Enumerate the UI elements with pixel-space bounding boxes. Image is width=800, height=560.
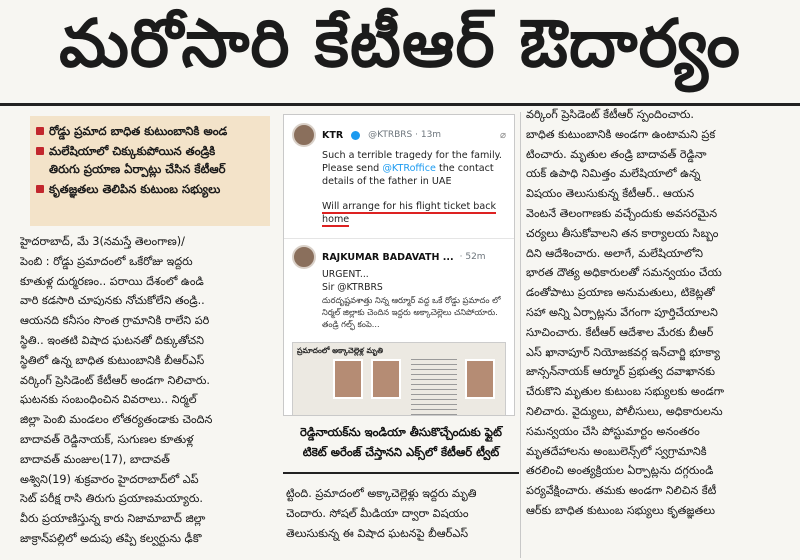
avatar bbox=[292, 245, 316, 269]
tweet-highlight: Will arrange for his flight ticket back home bbox=[322, 201, 497, 225]
reply-author: RAJKUMAR BADAVATH ... bbox=[322, 251, 454, 263]
article-line: టించారు. మృతుల తండ్రి బాదావత్ రెడ్డినా bbox=[526, 147, 707, 161]
tweet-body bbox=[284, 149, 514, 226]
article-line: ట్టింది. ప్రమాదంలో అక్కాచెల్లెళ్లు ఇద్దరు మృతి bbox=[286, 487, 477, 500]
article-line: తెలుసుకున్న ఈ విషాద ఘటనపై బీఆర్ఎస్ bbox=[286, 526, 469, 540]
article-line: స్థితిలో ఉన్న బాధిత కుటుంబానికి బీఆర్ఎస్ bbox=[20, 353, 205, 367]
photo-caption: రెడ్డినాయక్‌ను ఇండియా తీసుకొచ్చేందుకు ఫ్లైట్ టికెట్ అరేంజ్ చేస్తానని ఎక్స్‌లో కేటీఆర్ ట్వీట్ bbox=[300, 425, 502, 459]
article-line: డంతోపాటు ప్రయాణ అనుమతులు, టికెట్లతో bbox=[526, 286, 715, 300]
article-line: నిలిచారు. వైద్యులు, పోలీసులు, అధికారులను bbox=[526, 404, 723, 418]
article-line: వర్కింగ్ ప్రెసిడెంట్ కేటీఆర్ స్పందించారు. bbox=[526, 108, 694, 121]
tweet-screenshot bbox=[283, 114, 515, 416]
highlight-item bbox=[36, 142, 264, 178]
tweet-paragraph bbox=[322, 149, 504, 188]
article-line: చెందారు. సోషల్ మీడియా ద్వారా విషయం bbox=[286, 506, 469, 520]
article-headline: మరోసారి కేటీఆర్ ఔదార్యం bbox=[0, 0, 800, 106]
article-line: దిని ఆదేశించారు. అలాగే, మలేషియాలోని bbox=[526, 246, 704, 260]
article-line: యక్ ఉపాధి నిమిత్తం మలేషియాలో ఉన్న bbox=[526, 167, 701, 181]
article-line: బాధిత కుటుంబానికి అండగా ఉంటామని ప్రక bbox=[526, 127, 716, 141]
reply-time: · 52m bbox=[459, 252, 486, 262]
article-line: వర్కింగ్ ప్రెసిడెంట్ కేటీఆర్ అండగా నిలిచారు. bbox=[20, 373, 210, 387]
highlight-item bbox=[36, 180, 264, 198]
article-line: కూతుళ్ల దుర్మరణం.. పరాయి దేశంలో ఉండి bbox=[20, 274, 204, 288]
article-line: ఎస్ ఖానాపూర్ నియోజకవర్గ ఇన్‌చార్జి భూక్యా bbox=[526, 345, 721, 359]
tweet-paragraph bbox=[322, 200, 504, 226]
article-line: వీరు ప్రయాణిస్తున్న కారు నిజామాబాద్ జిల్లా bbox=[20, 512, 206, 526]
reply-body bbox=[292, 269, 506, 330]
article-line: జిల్లా పెంబి మండలం లోతర్యతండాకు చెందిన bbox=[20, 413, 213, 427]
reply-line: Sir @KTRBRS bbox=[322, 281, 383, 293]
article-line: హైదరాబాద్, మే 3(నమస్తే తెలంగాణ)/ bbox=[20, 235, 185, 248]
tweet-header bbox=[284, 115, 514, 149]
tweet-text: Such a terrible tragedy for the family. Please send bbox=[322, 150, 502, 174]
article-line: సూచించారు. కేటీఆర్ ఆదేశాల మేరకు బీఆర్ bbox=[526, 325, 714, 339]
victim-photo bbox=[465, 359, 495, 399]
x-logo-icon: ⌀ bbox=[499, 129, 506, 141]
victim-photo bbox=[371, 359, 401, 399]
article-line: తరలించి అంత్యక్రియల ఏర్పాట్లను దగ్గరుండి bbox=[526, 464, 714, 478]
tweet-handle: @KTRBRS · 13m bbox=[368, 130, 442, 140]
bullet-square-icon bbox=[36, 127, 44, 135]
article-line: అశ్విని(19) శుక్రవారం హైదరాబాద్‌లో ఎప్ bbox=[20, 472, 199, 486]
article-line: మృతదేహాలను అంబులెన్స్‌లో స్వగ్రామానికి bbox=[526, 444, 707, 458]
verified-badge-icon bbox=[351, 131, 360, 140]
reply-telugu-text: దురదృష్టవశాత్తు నిన్న ఆర్మూర్ వద్ద ఒకే రోడ్డు ప్రమాదం లో నిర్మల్ జిల్లాకు చెందిన ఇద్దరు అక్కాచెల్లెలు చనిపోయారు. తండ్రి గల్ఫ్ కంపె... bbox=[322, 295, 501, 329]
clipping-text-lines bbox=[411, 359, 457, 416]
highlight-text: మలేషియాలో చిక్కుకుపోయిన తండ్రికి తిరుగు ప్రయాణ ఏర్పాట్లు చేసిన కేటీఆర్ bbox=[49, 144, 226, 176]
column-divider bbox=[520, 112, 521, 558]
tweet-reply bbox=[284, 238, 514, 336]
article-line: స్థితి.. ఇంతటి విషాద ఘటనతో దిక్కుతోచని bbox=[20, 333, 205, 347]
article-line: వెంటనే తెలంగాణకు వచ్చేందుకు అవసరమైన bbox=[526, 206, 718, 220]
article-line: చేరుకొని మృతుల కుటుంబ సభ్యులకు అండగా bbox=[526, 385, 725, 399]
victim-photo bbox=[333, 359, 363, 399]
article-line: భారత దౌత్య అధికారులతో సమన్వయం చేయ bbox=[526, 266, 722, 280]
highlight-text: కృతజ్ఞతలు తెలిపిన కుటుంబ సభ్యులు bbox=[49, 182, 221, 196]
left-article-column bbox=[20, 232, 272, 549]
clipping-title: ప్రమాదంలో అక్కాచెల్లెళ్ల మృతి bbox=[297, 346, 383, 355]
tweet-author: KTR bbox=[322, 129, 344, 141]
right-article-column bbox=[526, 105, 784, 521]
reply-line: URGENT... bbox=[322, 269, 369, 280]
highlights-box bbox=[30, 116, 270, 226]
article-line: జాన్సన్‌నాయక్ ఆర్మూర్ ప్రభుత్వ దవాఖానకు bbox=[526, 365, 715, 379]
article-line: సహా అన్ని ఏర్పాట్లను వేగంగా పూర్తిచేయాలని bbox=[526, 305, 718, 319]
article-line: బాదావత్ మంజుల(17), బాదావత్ bbox=[20, 452, 170, 466]
tweet-text: the contact details of the father in UAE bbox=[322, 163, 494, 187]
highlight-item bbox=[36, 122, 264, 140]
bottom-article-column bbox=[286, 484, 522, 543]
article-line: విషయం తెలుసుకున్న కేటీఆర్.. ఆయన bbox=[526, 187, 695, 201]
highlight-text: రోడ్డు ప్రమాద బాధిత కుటుంబానికి అండ bbox=[49, 124, 228, 138]
article-line: బాదావత్ రెడ్డినాయక్, సుగుణల కూతుళ్ల bbox=[20, 432, 194, 446]
article-line: చర్యలు తీసుకోవాలని తన కార్యాలయ సిబ్బం bbox=[526, 226, 719, 240]
article-line: ఆర్‌కు బాధిత కుటుంబ సభ్యులు కృతజ్ఞతలు bbox=[526, 503, 715, 517]
bullet-square-icon bbox=[36, 147, 44, 155]
article-line: సమన్వయం చేసి పోస్టుమార్టం అనంతరం bbox=[526, 424, 700, 438]
bullet-square-icon bbox=[36, 185, 44, 193]
article-line: జాక్రాన్‌పల్లిలో అదుపు తప్పి కల్వర్టును ఢీకొ bbox=[20, 531, 202, 545]
caption-divider bbox=[283, 472, 519, 474]
avatar bbox=[292, 123, 316, 147]
article-line: సెట్ పరీక్ష రాసి తిరుగు ప్రయాణమయ్యారు. bbox=[20, 492, 203, 506]
newspaper-clipping-image bbox=[292, 342, 506, 416]
article-line: పెంబి : రోడ్డు ప్రమాదంలో ఒకేరోజు ఇద్దరు bbox=[20, 254, 193, 268]
reply-header bbox=[292, 245, 506, 269]
article-line: వారి కడసారి చూపునకు నోచుకోలేని తండ్రి.. bbox=[20, 294, 205, 308]
article-line: ఘటనకు సంబంధించిన వివరాలు.. నిర్మల్ bbox=[20, 393, 197, 407]
article-line: ఆయనది కనీసం సొంత గ్రామానికి రాలేని పరి bbox=[20, 314, 210, 328]
tweet-mention: @KTRoffice bbox=[382, 163, 436, 174]
article-line: పర్యవేక్షించారు. తమకు అండగా నిలిచిన కేటీ bbox=[526, 484, 717, 498]
